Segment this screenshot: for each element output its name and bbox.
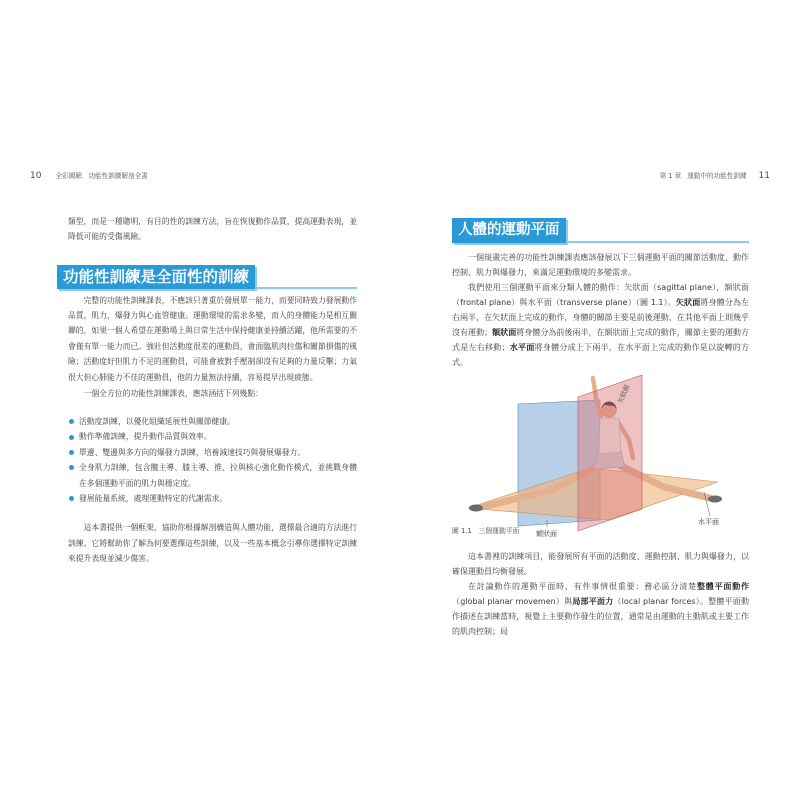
- text-segment: 我們使用三個運動平面來分類人體的動作：矢狀面（sagittal plane），額狀面（frontal plane）與水平面（transverse plane）（圖 1.1）。: [452, 283, 749, 307]
- list-item-text: 全身肌力訓練，包含髖主導、膝主導、推、拉與核心強化動作模式，並挑戰身體在多個運動平面的肌力與穩定度。: [79, 463, 357, 488]
- list-item: [68, 491, 357, 506]
- page-number: 10: [30, 171, 42, 181]
- bold-term: 水平面: [509, 343, 535, 352]
- list-item: [68, 429, 357, 444]
- section-heading: [57, 265, 357, 289]
- bullet-dot-icon: [69, 450, 74, 455]
- bold-term: 整體平面動作: [696, 581, 750, 591]
- list-item: [68, 460, 357, 491]
- sagittal-plane: [578, 375, 642, 531]
- horizontal-plane-label: 水平面: [698, 518, 719, 526]
- left-shoe: [469, 505, 483, 512]
- text-segment: （local planar forces）。整體平面動作描述在訓練當時，視覺上主要動作發生的位置，通常是由運動的主動肌或主要工作的肌肉控制；局: [452, 596, 750, 636]
- left-page-header: [30, 170, 148, 182]
- list-item: [68, 414, 357, 429]
- right-shoe: [708, 496, 722, 503]
- text-segment: 將身體分成上下兩半，在水平面上完成的動作是以旋轉的方式。: [452, 343, 750, 367]
- text-segment: 在討論動作的運動平面時，有件事情很重要：務必區分清楚: [468, 581, 697, 591]
- text-segment: （global planar movemen）與: [452, 596, 573, 606]
- bold-term: 局部平面力: [572, 596, 614, 606]
- bullet-dot-icon: [69, 419, 74, 424]
- bullet-list: [68, 414, 357, 506]
- section-heading-rule: [255, 287, 357, 289]
- list-intro: 一個全方位的功能性訓練課表，應該涵括下列幾點：: [83, 388, 263, 398]
- right-text-column: [452, 218, 749, 639]
- intro-paragraph: 一個規畫完善的功能性訓練課表應該發展以下三個運動平面的關節活動度、動作控制、肌力與爆發力，來滿足運動環境的多變需求。: [452, 253, 749, 277]
- chapter-label: 第 1 章: [659, 172, 682, 180]
- figure-1-1: [452, 370, 749, 549]
- planes-illustration: [452, 370, 748, 540]
- section-heading-rule: [566, 241, 750, 243]
- right-page-header: [660, 170, 770, 182]
- body-paragraph: 完整的功能性訓練課表，不應該只著重於發展單一能力，而要同時致力發展動作品質，肌力，爆發力與心血管健康。運動環境的需求多變，而人的身體能力是相互關聯的，如果一個人希望在運動場上與日常生活中保持健康並持續活躍，他所需要的不會僅有單一能力而已。強壯但活動度很差的運動員，會面臨肌肉拉傷和關節損傷的風險；活動度好但肌力不足的運動員，可能會被對手壓制卻沒有足夠的力量反擊；力氣很大但心肺能力不佳的運動員，他的力量無法持續，容易提早出現疲態。: [68, 295, 357, 382]
- figure-caption: 圖 1.1 三個運動平面: [452, 527, 520, 535]
- section-heading: [452, 218, 749, 243]
- list-item-text: 發展能量系統，處理運動特定的代謝需求。: [79, 493, 228, 503]
- running-head: 運動中的功能性訓練: [687, 172, 747, 180]
- bullet-dot-icon: [69, 435, 74, 440]
- left-text-column: [63, 214, 357, 567]
- running-head: 全彩圖解．功能性訓練解剖全書: [55, 172, 148, 180]
- section-heading-label: 功能性訓練是全面性的訓練: [57, 265, 255, 289]
- balance-paragraph: 這本書裡的訓練項目，能發展所有平面的活動度、運動控制、肌力與爆發力，以確保運動員均衡發展。: [452, 551, 749, 576]
- bullet-dot-icon: [69, 465, 74, 470]
- closing-paragraph: 這本書提供一個框架，協助你根據解剖構造與人體功能，選擇最合適的方法進行訓練。它將幫助你了解為何要選擇這些訓練，以及一些基本概念引導你選擇特定訓練來提升表現並減少傷害。: [68, 523, 357, 564]
- frontal-plane-label: 額狀面: [536, 530, 557, 538]
- list-item-text: 活動度訓練，以優化組織延展性與關節健康。: [79, 416, 235, 426]
- list-item-text: 動作準備訓練，提升動作品質與效率。: [79, 432, 212, 442]
- list-item: [68, 445, 357, 460]
- list-item-text: 單邊、雙邊與多方向的爆發力訓練，培養減速技巧與發展爆發力。: [79, 447, 306, 457]
- page-number: 11: [758, 171, 770, 181]
- planar-paragraph: [452, 579, 749, 639]
- bold-term: 額狀面: [492, 328, 517, 337]
- intro-continuation: 類型，而是一種聰明，有目的性的訓練方法，旨在恢復動作品質，提高運動表現，並降低可能的受傷風險。: [68, 217, 357, 242]
- text-segment: 將身體分為前後兩半，在額狀面上完成的動作，關節主要的運動方式是左右移動；: [452, 328, 750, 352]
- bold-term: 矢狀面: [675, 298, 701, 307]
- planes-paragraph: [452, 280, 749, 370]
- section-heading-label: 人體的運動平面: [452, 218, 566, 243]
- sagittal-plane-label: 矢狀面: [616, 383, 632, 405]
- text-segment: 將身體分為左右兩半，在矢狀面上完成的動作，身體的關節主要是前後運動，在其他平面上則幾乎沒有運動；: [452, 298, 750, 337]
- bullet-dot-icon: [69, 496, 74, 501]
